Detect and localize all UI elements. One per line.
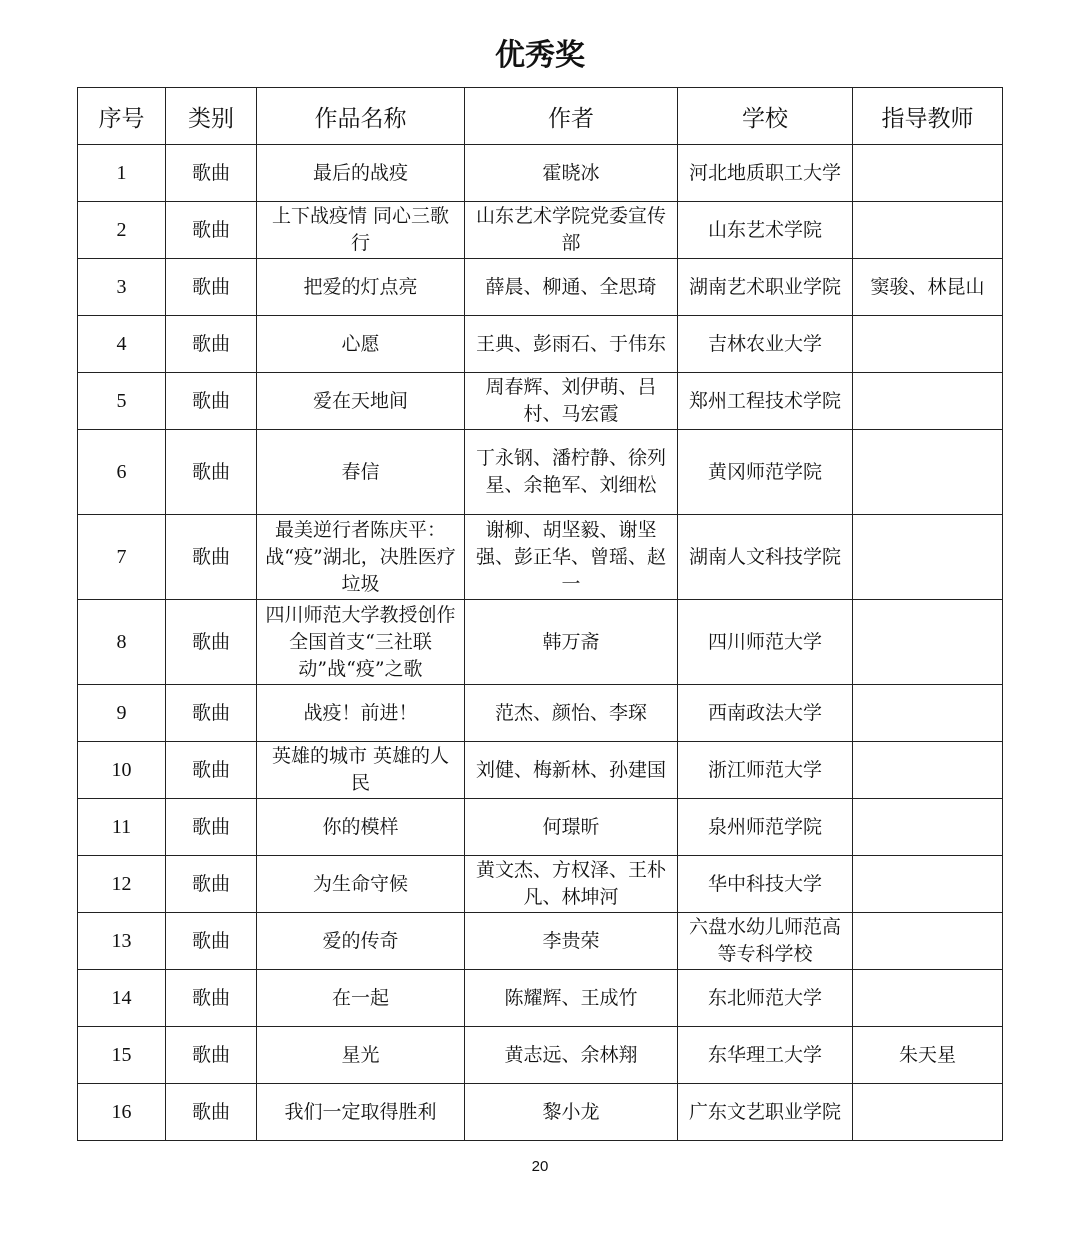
cell-index: 11 [78, 799, 166, 856]
cell-category: 歌曲 [166, 799, 257, 856]
cell-category: 歌曲 [166, 913, 257, 970]
cell-index: 13 [78, 913, 166, 970]
cell-work-title: 上下战疫情 同心三歌行 [257, 202, 465, 259]
cell-school: 泉州师范学院 [678, 799, 853, 856]
cell-advisor [853, 913, 1003, 970]
cell-advisor [853, 856, 1003, 913]
cell-category: 歌曲 [166, 600, 257, 685]
cell-index: 6 [78, 430, 166, 515]
table-row [78, 373, 1003, 430]
cell-work-title: 心愿 [257, 316, 465, 373]
cell-category: 歌曲 [166, 685, 257, 742]
header-author: 作者 [465, 88, 678, 145]
cell-work-title: 英雄的城市 英雄的人民 [257, 742, 465, 799]
award-table [77, 87, 1003, 1141]
cell-work-title: 把爱的灯点亮 [257, 259, 465, 316]
cell-advisor [853, 742, 1003, 799]
table-row [78, 685, 1003, 742]
page-title: 优秀奖 [495, 38, 585, 73]
cell-author: 周春辉、刘伊萌、吕村、马宏霞 [465, 373, 678, 430]
cell-advisor [853, 600, 1003, 685]
cell-advisor [853, 970, 1003, 1027]
cell-school: 河北地质职工大学 [678, 145, 853, 202]
cell-index: 3 [78, 259, 166, 316]
cell-advisor: 朱天星 [853, 1027, 1003, 1084]
cell-advisor [853, 202, 1003, 259]
cell-author: 陈耀辉、王成竹 [465, 970, 678, 1027]
cell-author: 黄志远、余林翔 [465, 1027, 678, 1084]
cell-school: 湖南人文科技学院 [678, 515, 853, 600]
cell-work-title: 战疫！前进！ [257, 685, 465, 742]
table-row [78, 515, 1003, 600]
cell-work-title: 爱在天地间 [257, 373, 465, 430]
table-row [78, 316, 1003, 373]
cell-author: 黎小龙 [465, 1084, 678, 1141]
table-row [78, 430, 1003, 515]
cell-index: 5 [78, 373, 166, 430]
table-row [78, 970, 1003, 1027]
cell-school: 郑州工程技术学院 [678, 373, 853, 430]
cell-advisor [853, 799, 1003, 856]
cell-work-title: 在一起 [257, 970, 465, 1027]
cell-author: 谢柳、胡坚毅、谢坚强、彭正华、曾瑶、赵一 [465, 515, 678, 600]
cell-work-title: 最后的战疫 [257, 145, 465, 202]
cell-author: 山东艺术学院党委宣传部 [465, 202, 678, 259]
cell-work-title: 我们一定取得胜利 [257, 1084, 465, 1141]
cell-index: 15 [78, 1027, 166, 1084]
cell-index: 1 [78, 145, 166, 202]
cell-advisor [853, 316, 1003, 373]
header-advisor: 指导教师 [853, 88, 1003, 145]
cell-school: 西南政法大学 [678, 685, 853, 742]
cell-index: 9 [78, 685, 166, 742]
header-school: 学校 [678, 88, 853, 145]
cell-category: 歌曲 [166, 430, 257, 515]
table-row [78, 856, 1003, 913]
table-body [78, 145, 1003, 1141]
cell-category: 歌曲 [166, 202, 257, 259]
cell-school: 六盘水幼儿师范高等专科学校 [678, 913, 853, 970]
table-row [78, 1084, 1003, 1141]
table-row [78, 742, 1003, 799]
cell-category: 歌曲 [166, 316, 257, 373]
cell-school: 四川师范大学 [678, 600, 853, 685]
cell-category: 歌曲 [166, 515, 257, 600]
cell-school: 黄冈师范学院 [678, 430, 853, 515]
cell-category: 歌曲 [166, 373, 257, 430]
cell-author: 刘健、梅新林、孙建国 [465, 742, 678, 799]
cell-author: 韩万斋 [465, 600, 678, 685]
cell-work-title: 四川师范大学教授创作全国首支“三社联动”战“疫”之歌 [257, 600, 465, 685]
table-row [78, 1027, 1003, 1084]
cell-school: 山东艺术学院 [678, 202, 853, 259]
table-row [78, 913, 1003, 970]
cell-school: 广东文艺职业学院 [678, 1084, 853, 1141]
cell-author: 何璟昕 [465, 799, 678, 856]
header-category: 类别 [166, 88, 257, 145]
header-index: 序号 [78, 88, 166, 145]
cell-category: 歌曲 [166, 1027, 257, 1084]
table-row [78, 202, 1003, 259]
cell-index: 2 [78, 202, 166, 259]
table-row [78, 145, 1003, 202]
cell-advisor [853, 685, 1003, 742]
cell-category: 歌曲 [166, 1084, 257, 1141]
cell-school: 吉林农业大学 [678, 316, 853, 373]
header-work-title: 作品名称 [257, 88, 465, 145]
cell-advisor: 窦骏、林昆山 [853, 259, 1003, 316]
cell-category: 歌曲 [166, 970, 257, 1027]
page-number: 20 [531, 1158, 549, 1175]
cell-work-title: 为生命守候 [257, 856, 465, 913]
table-row [78, 799, 1003, 856]
cell-index: 4 [78, 316, 166, 373]
cell-work-title: 你的模样 [257, 799, 465, 856]
cell-author: 范杰、颜怡、李琛 [465, 685, 678, 742]
cell-author: 王典、彭雨石、于伟东 [465, 316, 678, 373]
cell-index: 12 [78, 856, 166, 913]
cell-advisor [853, 145, 1003, 202]
cell-category: 歌曲 [166, 856, 257, 913]
cell-category: 歌曲 [166, 259, 257, 316]
cell-school: 东华理工大学 [678, 1027, 853, 1084]
cell-advisor [853, 515, 1003, 600]
cell-author: 李贵荣 [465, 913, 678, 970]
cell-work-title: 春信 [257, 430, 465, 515]
cell-school: 华中科技大学 [678, 856, 853, 913]
cell-school: 湖南艺术职业学院 [678, 259, 853, 316]
cell-category: 歌曲 [166, 145, 257, 202]
cell-advisor [853, 373, 1003, 430]
cell-index: 10 [78, 742, 166, 799]
cell-advisor [853, 430, 1003, 515]
cell-advisor [853, 1084, 1003, 1141]
cell-author: 黄文杰、方权泽、王朴凡、林坤河 [465, 856, 678, 913]
cell-index: 14 [78, 970, 166, 1027]
cell-index: 8 [78, 600, 166, 685]
cell-work-title: 星光 [257, 1027, 465, 1084]
cell-work-title: 最美逆行者陈庆平：战“疫”湖北，决胜医疗垃圾 [257, 515, 465, 600]
table-row [78, 600, 1003, 685]
cell-work-title: 爱的传奇 [257, 913, 465, 970]
cell-author: 薛晨、柳通、全思琦 [465, 259, 678, 316]
cell-index: 7 [78, 515, 166, 600]
cell-author: 丁永钢、潘柠静、徐列星、余艳军、刘细松 [465, 430, 678, 515]
table-row [78, 259, 1003, 316]
cell-school: 东北师范大学 [678, 970, 853, 1027]
cell-index: 16 [78, 1084, 166, 1141]
table-header-row [78, 88, 1003, 145]
cell-author: 霍晓冰 [465, 145, 678, 202]
cell-category: 歌曲 [166, 742, 257, 799]
cell-school: 浙江师范大学 [678, 742, 853, 799]
